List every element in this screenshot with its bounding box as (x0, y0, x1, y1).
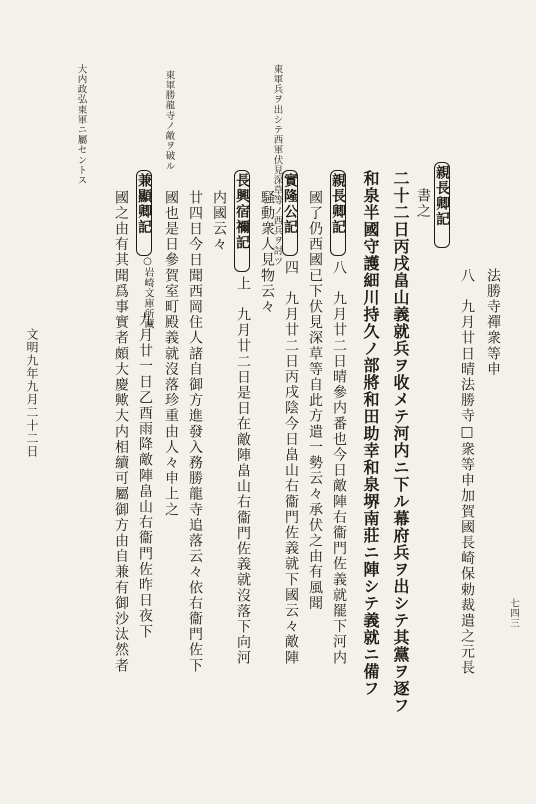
source-citation: 實隆公記 (282, 170, 298, 256)
column-12: 廿四日今日聞西岡住人諸自御方進發入務勝龍寺追落云々依右衞門佐下 (187, 190, 203, 674)
source-citation: 親長卿記 (330, 170, 346, 256)
column-1: 法勝寺禪衆等申 (485, 268, 501, 378)
source-note: ○岩崎文庫所藏 (142, 256, 153, 330)
column-4-heading: 二十二日丙戌畠山義就兵ヲ收メテ河内ニ下ル幕府兵ヲ出シテ其黨ヲ逐フ (391, 170, 410, 714)
column-9: 騒動衆人見物云々 (259, 190, 275, 315)
page-number: 七四三 (508, 598, 519, 629)
source-citation: 親長卿記 (434, 162, 450, 248)
column-2: 八 九月廿日晴法勝寺□衆等申加賀國長崎保勅裁遣之元長 (459, 268, 475, 676)
column-7: 國了仍西國已下伏見深草等自此方遣一勢云々承伏之由有風聞 (307, 190, 323, 612)
column-13: 國也是日參賀室町殿義就沒落珍重由人々申上之 (163, 190, 179, 518)
source-citation: 兼顯卿記 (136, 170, 152, 256)
running-title: 文明九年九月二十二日 (25, 328, 39, 458)
column-6: 八 九月廿二日晴參内番也今日敵陣右衞門佐義就罷下河内 (331, 260, 347, 666)
column-14: 九月廿一日乙酉雨降敵陣畠山右衞門佐昨日夜下 (137, 312, 153, 640)
column-3: 書之 (415, 188, 431, 220)
column-10: 上 九月廿二日是日在敵陣畠山右衞門佐義就沒落下向河 (235, 276, 251, 666)
column-11: 内國云々 (211, 190, 227, 253)
margin-note: 東軍兵ヲ出シテ西軍伏見深草等ノ西兵ヲ討ツ (271, 64, 283, 266)
margin-note: 東軍勝龍寺ノ敵ヲ破ル (163, 70, 175, 171)
column-8: 四 九月廿二日丙戌陰今日畠山右衞門佐義就下國云々敵陣 (283, 260, 299, 666)
column-5-heading: 和泉半國守護細川持久ノ部將和田助幸和泉堺南莊ニ陣シテ義就ニ備フ (361, 170, 380, 697)
column-15: 國之由有其聞爲事實者頗大慶歟大内相續可屬御方由自兼有御沙汰然者 (113, 190, 129, 674)
source-citation: 長興宿禰記 (234, 170, 250, 272)
margin-note: 大内政弘東軍ニ屬セントス (75, 64, 87, 186)
